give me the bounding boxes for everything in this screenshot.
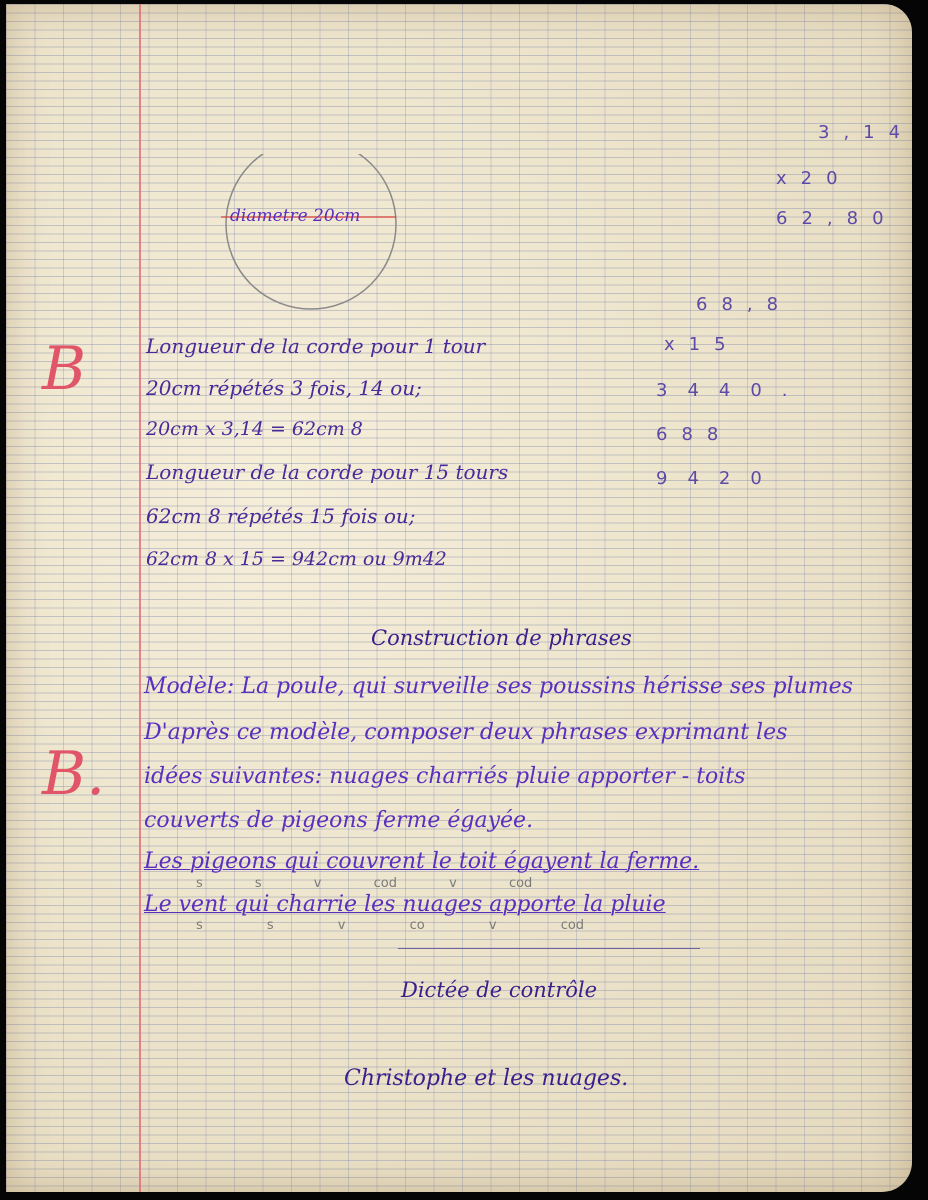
circle-diagram	[211, 154, 411, 314]
notebook-page	[6, 4, 915, 1192]
problem-line-2: 20cm répétés 3 fois, 14 ou;	[146, 376, 422, 400]
grammar-annotations-2: s s v co v cod	[196, 918, 585, 933]
answer-line-2: Le vent qui charrie les nuages apporte la pluie	[144, 892, 666, 917]
exercise-line-4: couverts de pigeons ferme égayée.	[144, 808, 534, 833]
calc2-row2: x15	[664, 334, 740, 355]
section-mark-exercise: B.	[42, 739, 106, 809]
problem-line-1: Longueur de la corde pour 1 tour	[146, 334, 486, 358]
exercise-title: Construction de phrases	[371, 626, 632, 650]
exercise-line-1: Modèle: La poule, qui surveille ses poussins hérisse ses plumes	[144, 674, 853, 699]
problem-line-6: 62cm 8 x 15 = 942cm ou 9m42	[146, 548, 447, 570]
margin-line	[139, 4, 141, 1192]
grammar-annotations-1: s s v cod v cod	[196, 876, 533, 891]
dictation-title: Dictée de contrôle	[401, 978, 598, 1002]
problem-line-3: 20cm x 3,14 = 62cm 8	[146, 418, 363, 440]
dictation-subtitle: Christophe et les nuages.	[344, 1066, 629, 1091]
exercise-line-3: idées suivantes: nuages charriés pluie apporter - toits	[144, 764, 746, 789]
diameter-label: diametre 20cm	[230, 206, 361, 226]
calc1-row3: 62,80	[776, 208, 898, 229]
calc1-row2: x20	[776, 168, 852, 189]
section-mark-problem: B	[42, 334, 87, 404]
exercise-line-2: D'après ce modèle, composer deux phrases exprimant les	[144, 720, 788, 745]
divider-line	[398, 948, 700, 949]
calc2-row4: 688	[656, 424, 733, 445]
calc1-row1: 3,14	[818, 122, 915, 143]
problem-line-4: Longueur de la corde pour 15 tours	[146, 460, 509, 484]
calc2-row3: 3440.	[656, 380, 808, 401]
calc2-row5: 9420	[656, 468, 782, 489]
problem-line-5: 62cm 8 répétés 15 fois ou;	[146, 504, 416, 528]
calc2-row1: 68,8	[696, 294, 793, 315]
answer-line-1: Les pigeons qui couvrent le toit égayent la ferme.	[144, 849, 700, 874]
